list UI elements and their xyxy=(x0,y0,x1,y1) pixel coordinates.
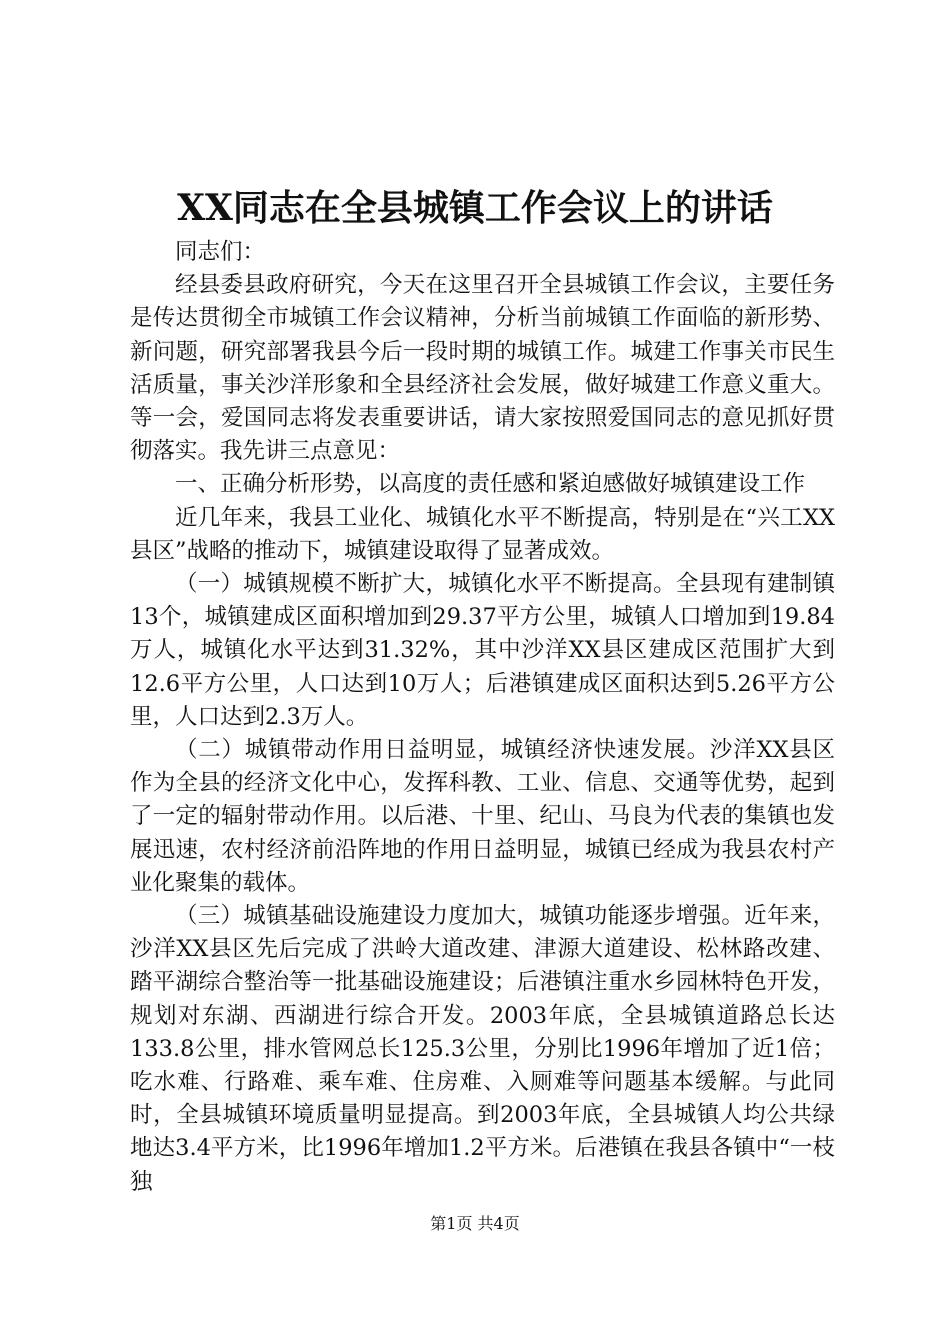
page-footer: 第1页 共4页 xyxy=(430,1214,520,1233)
document-title: XX同志在全县城镇工作会议上的讲话 xyxy=(177,187,773,229)
paragraph-point-2: （二）城镇带动作用日益明显，城镇经济快速发展。沙洋XX县区作为全县的经济文化中心，发挥科教、工业、信息、交通等优势，起到了一定的辐射带动作用。以后港、十里、纪山、马良为代表的集镇也发展迅速，农村经济前沿阵地的作用日益明显，城镇已经成为我县农村产业化聚集的载体。 xyxy=(130,737,835,896)
paragraph-point-3: （三）城镇基础设施建设力度加大，城镇功能逐步增强。近年来，沙洋XX县区先后完成了洪岭大道改建、津源大道建设、松林路改建、踏平湖综合整治等一批基础设施建设；后港镇注重水乡园林特色开发，规划对东湖、西湖进行综合开发。2003年底，全县城镇道路总长达133.8公里，排水管网总长125.3公里，分别比1996年增加了近1倍；吃水难、行路难、乘车难、住房难、入厕难等问题基本缓解。与此同时，全县城镇环境质量明显提高。到2003年底，全县城镇人均公共绿地达3.4平方米，比1996年增加1.2平方米。后港镇在我县各镇中“一枝独 xyxy=(130,903,835,1195)
paragraph-salutation: 同志们： xyxy=(175,239,266,265)
paragraph-overview: 近几年来，我县工业化、城镇化水平不断提高，特别是在“兴工XX县区”战略的推动下，城镇建设取得了显著成效。 xyxy=(130,504,835,564)
section-heading-1: 一、正确分析形势，以高度的责任感和紧迫感做好城镇建设工作 xyxy=(175,471,806,498)
paragraph-intro: 经县委县政府研究，今天在这里召开全县城镇工作会议，主要任务是传达贯彻全市城镇工作会议精神，分析当前城镇工作面临的新形势、新问题，研究部署我县今后一段时期的城镇工作。城建工作事关市民生活质量，事关沙洋形象和全县经济社会发展，做好城建工作意义重大。等一会，爱国同志将发表重要讲话，请大家按照爱国同志的意见抓好贯彻落实。我先讲三点意见： xyxy=(130,272,835,465)
paragraph-point-1: （一）城镇规模不断扩大，城镇化水平不断提高。全县现有建制镇13个，城镇建成区面积增加到29.37平方公里，城镇人口增加到19.84万人，城镇化水平达到31.32%，其中沙洋XX县区建成区范围扩大到12.6平方公里，人口达到10万人；后港镇建成区面积达到5.26平方公里，人口达到2.3万人。 xyxy=(130,571,835,730)
document-body xyxy=(130,236,835,1199)
